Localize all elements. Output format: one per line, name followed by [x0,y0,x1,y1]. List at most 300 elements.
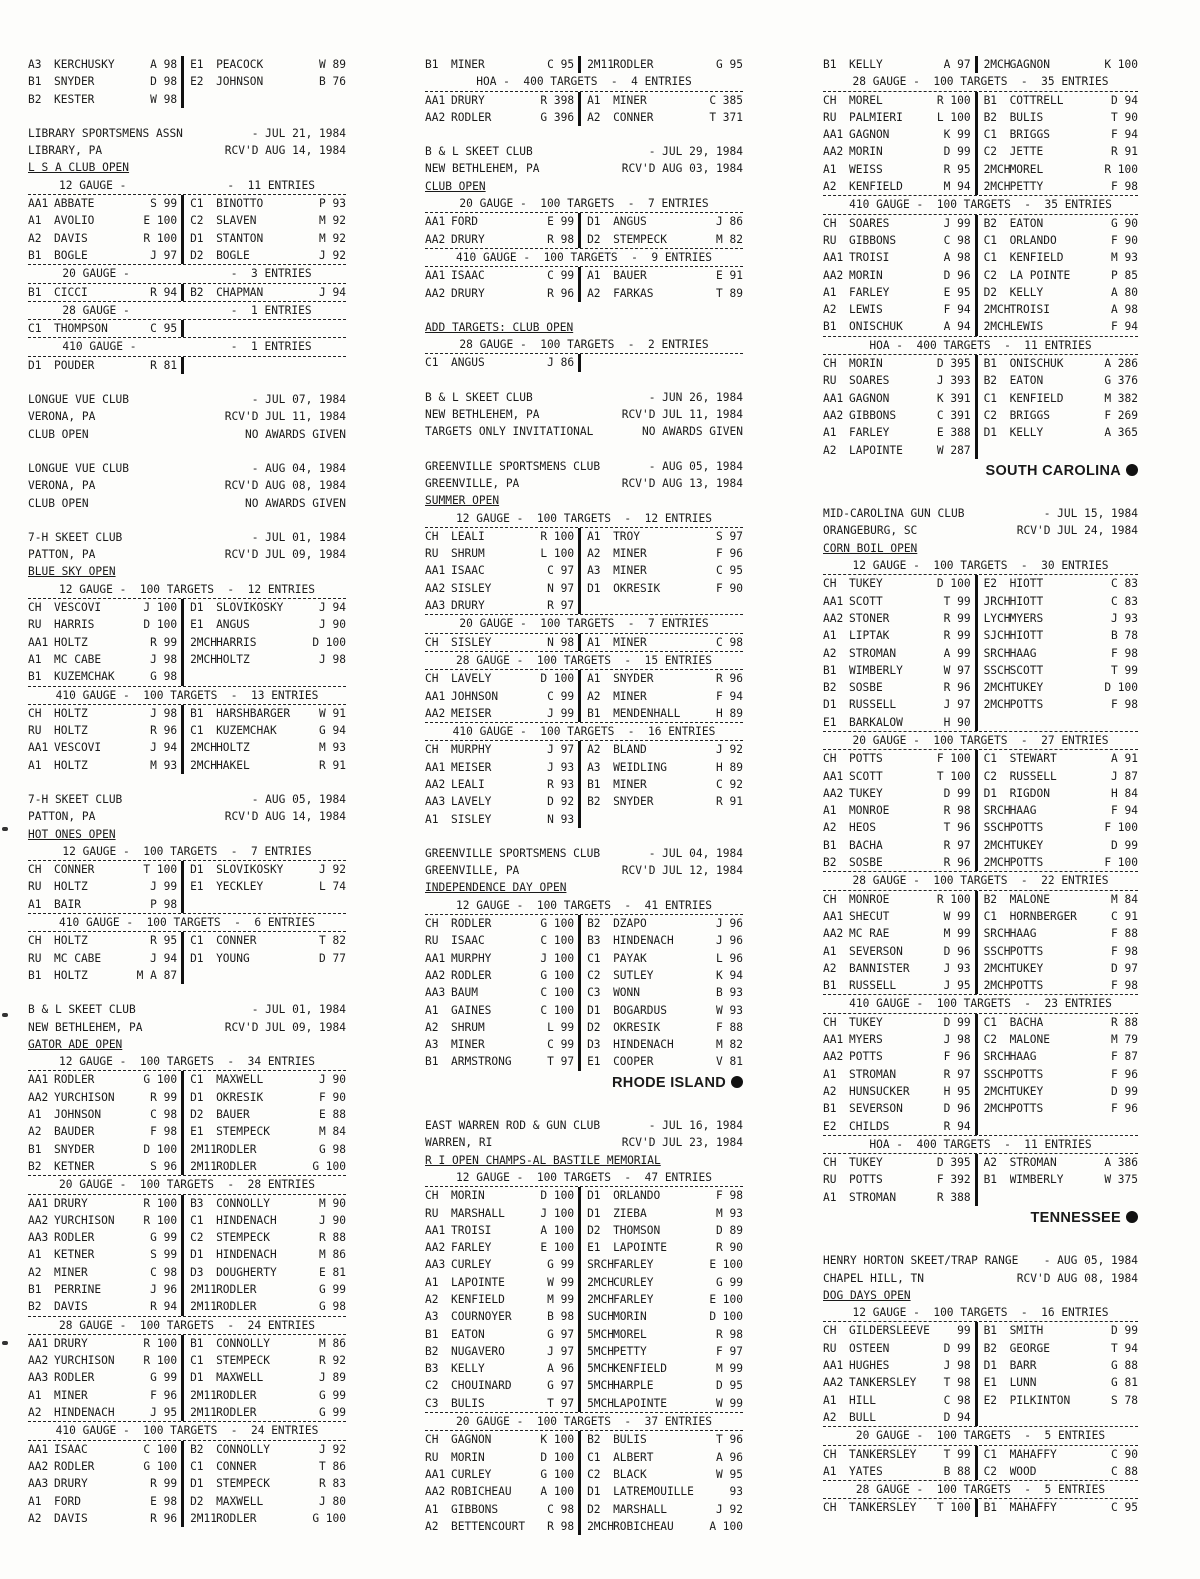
event-location: ORANGEBURG, SC [823,524,918,538]
shooter-name: STROMAN [849,646,897,660]
shooter-name: SOARES [849,216,890,230]
shooter-name [216,896,346,913]
score: A 97 [943,58,971,71]
result-row [28,1229,346,1246]
event-block [28,460,346,512]
result-left [28,1298,184,1315]
score: J 92 [716,743,743,757]
class-code: C2 [983,268,998,282]
class-code: B1 [28,1142,42,1156]
shooter-name: HAAG [1009,804,1037,818]
result-left [823,390,978,407]
class-code: D1 [587,1003,601,1017]
class-code: B2 [28,1159,42,1173]
class-code: D2 [190,248,204,262]
shooter-name [1010,1189,1138,1206]
result-left [28,861,184,878]
class-code: C2 [983,769,998,783]
shooter-name: MAHAFFY [1009,1501,1057,1515]
class-code: RU [28,880,42,894]
shooter-name: PAYAK [613,951,647,965]
score: D 96 [943,1102,971,1116]
result-left [425,967,581,984]
score: T 82 [319,934,346,948]
class-code [587,354,613,371]
score: J 393 [936,374,971,388]
class-code: RU [823,233,837,247]
class-code: B2 [28,1300,42,1314]
class-code: B2 [190,285,204,299]
score: S 96 [150,1159,178,1173]
received-date: RCV'D JUL 24, 1984 [1016,524,1138,538]
result-left [28,1158,184,1175]
shooter-name: HIOTT [1009,594,1044,608]
result-right [581,793,743,810]
result-row [425,1501,743,1518]
result-row [823,1463,1138,1481]
class-code: C3 [425,1396,439,1410]
result-right [581,1431,743,1448]
class-code: 5MCH [587,1379,615,1393]
shooter-name: VESCOVI [54,601,102,615]
result-left [425,1431,581,1448]
score: T 99 [1111,663,1138,677]
club-name: B & L SKEET CLUB [28,1003,136,1017]
result-row [823,1014,1138,1031]
score: A 100 [540,1485,575,1499]
shooter-name: MORIN [849,357,883,371]
event-block [823,73,1138,459]
result-row [823,284,1138,301]
score: E 91 [716,269,743,283]
score: A 100 [709,1519,743,1533]
class-code: C2 [190,1231,204,1245]
gauge-divider: 12 GAUGE - 100 TARGETS - 16 ENTRIES [823,1304,1138,1322]
result-left [425,1205,581,1222]
score: J 90 [319,618,346,632]
shooter-name: RODLER [451,968,492,982]
event-title: L S A CLUB OPEN [28,161,130,175]
score: W 99 [943,909,971,923]
score: F 94 [943,303,971,317]
score: J 93 [547,760,575,774]
shooter-name: POUDER [54,358,95,372]
state-heading [823,1210,1138,1227]
shooter-name: BOGLE [216,248,250,262]
shooter-name: BRIGGS [1009,408,1050,422]
class-code: A1 [425,812,439,826]
score: S 78 [1111,1393,1138,1407]
shooter-name [1010,1118,1138,1135]
score: A 96 [716,1450,743,1464]
shooter-name: MORIN [849,145,883,159]
score: S 99 [150,197,178,211]
result-right [978,372,1138,389]
shooter-name: FARLEY [849,426,890,440]
result-right [581,285,743,302]
state-name: RHODE ISLAND [612,1074,726,1091]
class-code: 2MCH [983,698,1011,712]
shooter-name: PILKINTON [1009,1393,1071,1407]
result-row [823,819,1138,836]
score: T 97 [547,1396,575,1410]
result-row [823,1392,1138,1409]
result-left [425,1308,581,1325]
shooter-name: BAUER [613,269,647,283]
class-code: B1 [823,663,837,677]
class-code: AA2 [425,581,446,595]
class-code [190,896,216,913]
score: J 93 [1111,611,1138,625]
result-left [28,739,184,756]
result-right [978,178,1138,195]
class-code: C2 [983,408,998,422]
score: T 96 [716,1433,743,1447]
score: M 92 [319,231,346,245]
shooter-name: TROISI [849,251,890,265]
result-right [581,1239,743,1256]
result-left [425,811,581,828]
class-code: A1 [425,1502,439,1516]
class-code: C1 [190,1213,204,1227]
shooter-name: YATES [849,1464,883,1478]
score: W 89 [319,58,346,71]
result-left [28,357,184,374]
score: D 99 [943,145,971,159]
shooter-name: OKRESIK [216,1090,264,1104]
club-name: EAST WARREN ROD & GUN CLUB [425,1119,601,1133]
result-row [425,597,743,615]
class-code: C1 [587,951,601,965]
result-right [581,92,743,109]
class-code: E1 [190,58,204,71]
shooter-name: WEIDLING [613,760,667,774]
result-left [28,1246,184,1263]
result-left [425,285,581,302]
result-row [823,610,1138,627]
result-left [823,785,978,802]
spacer [823,488,1138,505]
result-left [28,56,184,73]
shooter-name: COURNOYER [451,1310,512,1324]
shooter-name: CONNOLLY [216,1442,270,1456]
result-left [28,932,184,949]
shooter-name: KESTER [54,92,95,106]
result-right [978,1118,1138,1135]
result-left [823,215,978,232]
score: H 89 [716,760,743,774]
result-left [823,714,978,731]
event-block [28,391,346,443]
class-code: AA2 [425,110,446,124]
result-right [184,1352,346,1369]
score: S 99 [150,1248,178,1262]
shooter-name: COOPER [613,1055,654,1069]
result-left [823,284,978,301]
score: C 95 [1111,1501,1138,1515]
shooter-name: DRURY [451,286,485,300]
class-code: 5MCH [587,1362,615,1376]
spacer [425,441,743,458]
score: W 98 [150,92,178,106]
class-code: AA3 [28,1231,49,1245]
score: R 100 [1104,162,1138,176]
result-right [978,109,1138,126]
result-left [823,1171,978,1188]
result-left [28,1493,184,1510]
result-right [978,575,1138,592]
result-row [28,599,346,616]
spacer [425,1100,743,1117]
class-code: B3 [190,1196,204,1210]
class-code: AA1 [425,951,446,965]
score: F 392 [936,1173,971,1187]
shooter-name: MINER [54,1388,88,1402]
class-code: AA1 [28,635,49,649]
class-code: E1 [190,618,204,632]
state-heading-block [823,1210,1138,1227]
class-code: 2MCH [587,1293,615,1306]
result-row [425,1449,743,1466]
class-code: A1 [823,804,837,818]
result-right [978,407,1138,424]
score: M 99 [547,1293,575,1306]
score: R 100 [143,1196,178,1210]
result-left [425,92,581,109]
shooter-name: TUKEY [849,577,883,591]
event-location-line [28,1019,346,1036]
score: C 83 [1111,594,1138,608]
event-location-line [28,408,346,425]
result-right [184,950,346,967]
shooter-name: YOUNG [216,951,250,965]
result-right [184,230,346,247]
score: R 96 [716,672,743,686]
class-code: C1 [983,251,998,265]
shooter-name: TUKEY [849,1015,883,1029]
class-code: C1 [425,356,439,370]
shooter-name: HOLTZ [54,758,88,772]
class-code: A1 [28,1388,42,1402]
score: R 96 [150,724,178,738]
shooter-name: MARSHALL [613,1502,667,1516]
result-right [184,932,346,949]
score: G 99 [547,1258,575,1272]
class-code: 2MCH [983,838,1011,852]
shooter-name: NUGAVERO [451,1344,505,1358]
result-left [823,802,978,819]
class-code: C1 [190,197,204,211]
result-left [425,267,581,284]
score: J 89 [319,1371,346,1385]
class-code: D2 [587,232,601,246]
class-code: C3 [587,986,601,1000]
shooter-name [216,320,346,337]
result-right [978,1446,1138,1463]
shooter-name: SMITH [1009,1324,1044,1338]
class-code: B1 [983,93,998,107]
gauge-divider: 12 GAUGE - - 11 ENTRIES [28,177,346,195]
score: N 93 [547,812,575,826]
class-code: AA1 [823,1359,844,1373]
result-row [425,1343,743,1360]
shooter-name: HOLTZ [54,934,88,948]
shooter-name: HUGHES [849,1359,890,1373]
result-row [425,932,743,949]
result-row [425,1222,743,1239]
result-left [28,1229,184,1246]
result-left [823,355,978,372]
class-code: AA2 [823,786,844,800]
shooter-name: BAUDER [54,1125,95,1139]
score: D 77 [319,951,346,965]
result-right [978,92,1138,109]
result-left [823,1322,978,1339]
class-code: 2MCH [983,979,1011,993]
score: R 91 [1111,145,1138,159]
shooter-name: HILL [849,1393,876,1407]
received-date: RCV'D JUL 23, 1984 [621,1136,743,1150]
result-row [823,1048,1138,1065]
class-code: B1 [28,968,42,982]
class-code: B2 [425,1344,439,1358]
shooter-name: PEACOCK [216,58,264,71]
shooter-name: YECKLEY [216,880,264,894]
score: B 93 [716,986,743,1000]
class-code: A2 [823,1410,837,1424]
shooter-name: THOMPSON [54,322,108,336]
shooter-name: RODLER [216,1388,257,1402]
event-block [823,56,1138,73]
shooter-name: BARKALOW [849,715,903,729]
shooter-name: WIMBERLY [849,663,903,677]
shooter-name: RODLER [216,1283,257,1296]
shooter-name: MINER [613,777,647,791]
class-code [587,811,613,828]
received-date: RCV'D JUL 09, 1984 [224,1020,346,1034]
result-left [28,1475,184,1492]
score: F 98 [1111,646,1138,660]
result-row [823,92,1138,109]
class-code: 5MCH [587,1344,615,1358]
event-location-line [28,477,346,494]
class-code: SRCH [983,927,1011,941]
shooter-name: RODLER [613,58,654,71]
result-left [28,247,184,264]
class-code: AA1 [425,1223,446,1237]
class-code: A2 [983,1156,998,1170]
result-right [978,925,1138,942]
result-left [28,1106,184,1123]
event-title: CLUB OPEN [28,427,89,441]
shooter-name: TANKERSLEY [849,1376,917,1390]
score: J 97 [943,698,971,712]
score: T 89 [716,286,743,300]
event-title: ADD TARGETS: CLUB OPEN [425,320,574,334]
score: D 99 [943,1341,971,1355]
score: E 98 [150,1494,178,1508]
gauge-divider: 12 GAUGE - 100 TARGETS - 34 ENTRIES [28,1053,346,1071]
result-row [28,705,346,722]
shooter-name: MONROE [849,804,890,818]
result-row [823,1322,1138,1339]
class-code: AA2 [823,268,844,282]
score: R 96 [547,286,575,300]
shooter-name: SOARES [849,374,890,388]
result-left [425,759,581,776]
class-code: B2 [983,110,998,124]
result-left [823,1014,978,1031]
class-code: A3 [425,1038,439,1052]
score: R 398 [540,93,575,107]
result-right [978,1031,1138,1048]
shooter-name: TROISI [1009,303,1050,317]
gauge-divider: 20 GAUGE - 100 TARGETS - 7 ENTRIES [425,615,743,633]
score: R 91 [716,795,743,809]
shooter-name: HARRIS [216,635,257,649]
result-right [978,1409,1138,1426]
result-left [28,1071,184,1088]
gauge-divider: 410 GAUGE - 100 TARGETS - 24 ENTRIES [28,1422,346,1440]
score: F 90 [1111,233,1138,247]
result-right [581,1377,743,1394]
shooter-name: GIBBONS [849,408,897,422]
result-row [823,1446,1138,1463]
score: R 99 [150,1090,178,1104]
score: N 98 [547,635,575,649]
shooter-name: SISLEY [451,812,492,826]
result-row [823,696,1138,713]
score: G 100 [540,968,575,982]
event-date: - AUG 05, 1984 [1043,1254,1138,1268]
shooter-name: RODLER [216,1300,257,1314]
result-left [823,960,978,977]
shooter-name: KENFIELD [1009,251,1064,265]
result-row [823,1118,1138,1136]
shooter-name: DAVIS [54,231,88,245]
class-code [190,668,216,685]
result-left [28,1441,184,1458]
result-left [425,1343,581,1360]
score: F 98 [1111,698,1138,712]
class-code: A1 [587,269,601,283]
result-right [184,1123,346,1140]
score: M 86 [319,1248,346,1262]
result-row [28,967,346,984]
result-left [823,301,978,318]
score: L 99 [547,1020,575,1034]
score: R 100 [936,892,971,906]
event-date: - JUN 26, 1984 [648,390,743,404]
shooter-name: MINER [613,547,647,561]
score: R 94 [150,1300,178,1314]
result-left [823,1409,978,1426]
event-title: BLUE SKY OPEN [28,565,116,579]
result-right [184,1195,346,1212]
result-row [425,231,743,249]
shooter-name: BULIS [613,1433,647,1447]
result-left [28,230,184,247]
gauge-divider: 28 GAUGE - 100 TARGETS - 5 ENTRIES [823,1481,1138,1499]
shooter-name: HEOS [849,821,876,835]
score: J 96 [716,934,743,948]
event-date: - JUL 29, 1984 [648,145,743,159]
result-row [425,1002,743,1019]
shooter-name: ZIEBA [613,1206,647,1220]
result-right [978,696,1138,713]
score: G 99 [319,1388,346,1402]
shooter-name: POTTS [1009,1102,1044,1116]
